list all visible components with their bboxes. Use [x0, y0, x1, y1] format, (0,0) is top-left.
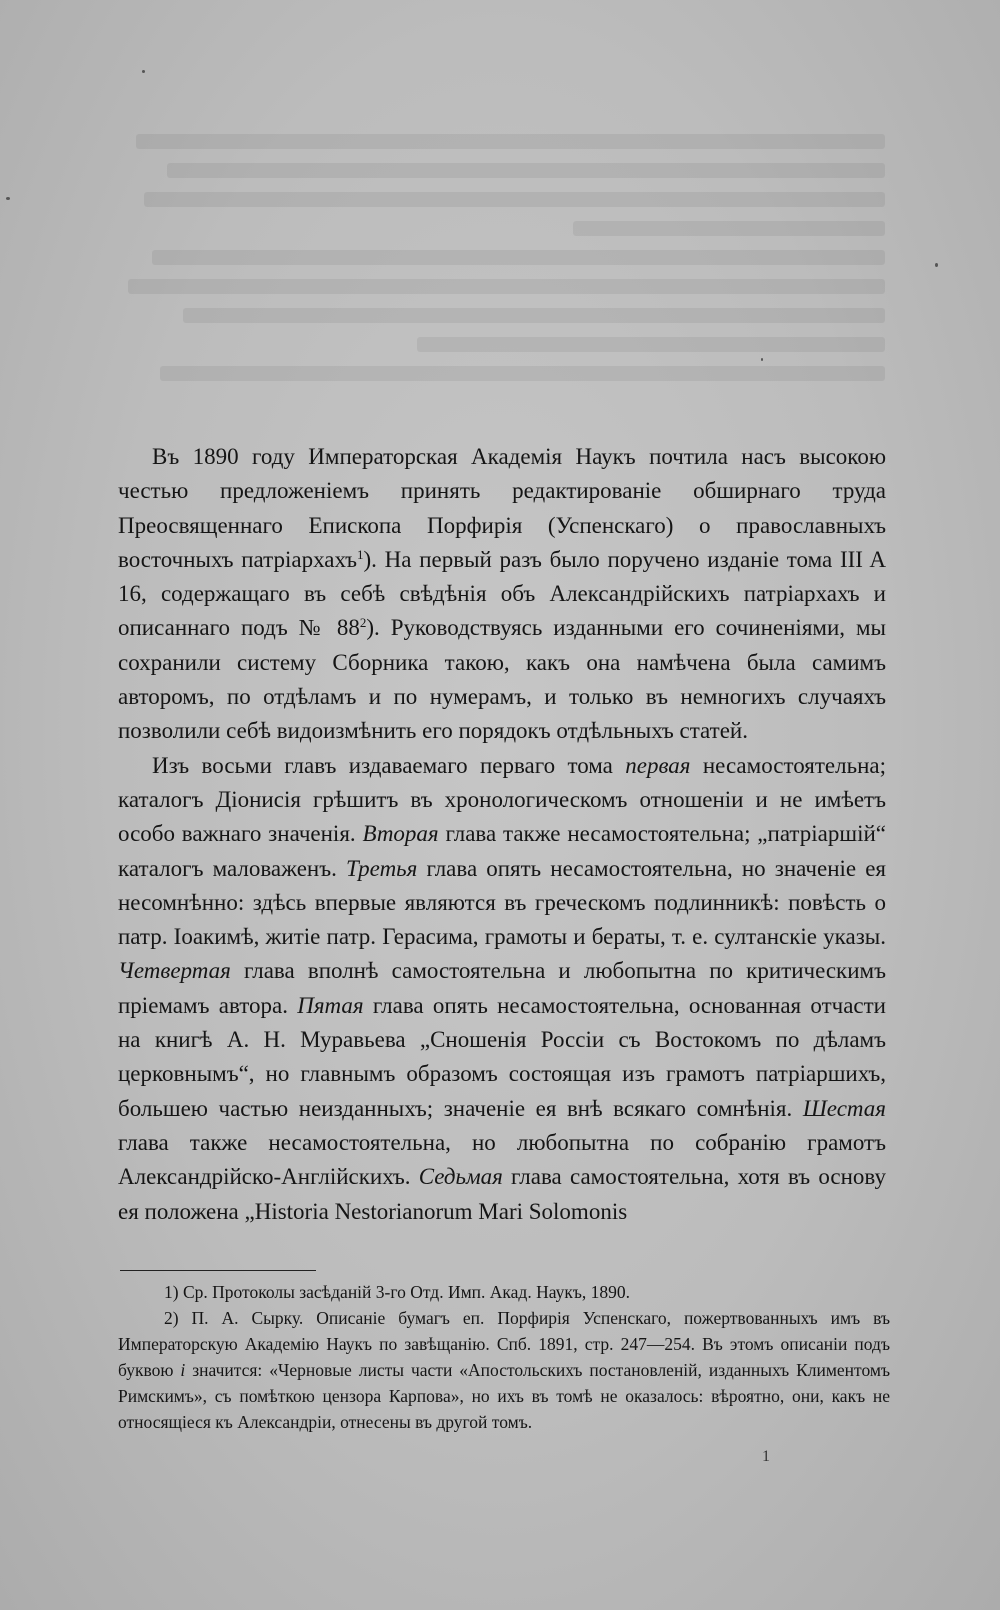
paragraph — [118, 749, 886, 1229]
ink-speck — [935, 263, 938, 267]
italic-text: Четвертая — [118, 958, 231, 984]
text-run: глава опять несамостоятельна, основанная отчасти на книгѣ А. Н. Муравьева „Сношенія Россіи съ Востокомъ по дѣламъ церковнымъ“, но главнымъ образомъ состоящая изъ грамотъ патріаршихъ, большею частью неизданныхъ; значеніе ея внѣ всякаго сомнѣнія. — [118, 992, 886, 1121]
italic-text: Третья — [345, 855, 418, 881]
show-through-text — [105, 120, 885, 450]
text-run: несамостоятельна; каталогъ Діонисія грѣшитъ въ хронологическомъ отношеніи и не имѣетъ особо важнаго значенія. — [118, 752, 886, 847]
paragraph-content — [118, 753, 886, 1224]
footnotes — [118, 1279, 890, 1435]
main-body-text — [118, 440, 886, 1229]
footnote-content — [118, 1308, 890, 1432]
italic-text: і — [180, 1360, 186, 1380]
text-run: 1) Ср. Протоколы засѣданій 3-го Отд. Имп. Акад. Наукъ, 1890. — [164, 1282, 631, 1302]
ink-speck — [142, 70, 145, 73]
text-run: 2) П. А. Сырку. Описаніе бумагъ еп. Порфирія Успенскаго, пожертвованныхъ имъ въ Императорскую Академію Наукъ по завѣщанію. Спб. 1891, стр. 247—254. Въ этомъ описаніи подъ буквою — [118, 1308, 890, 1380]
italic-text: Шестая — [802, 1095, 886, 1121]
footnote — [118, 1279, 890, 1305]
italic-text: Пятая — [297, 992, 364, 1018]
footnote-ref: 1 — [357, 546, 364, 562]
italic-text: первая — [625, 752, 691, 778]
text-run: глава вполнѣ самостоятельна и любопытна по критическимъ пріемамъ автора. — [118, 958, 886, 1018]
ink-speck — [761, 358, 763, 361]
footnote-content — [164, 1282, 630, 1302]
footnote-ref: 2 — [359, 615, 367, 631]
text-run: глава самостоятельна, хотя въ основу ея положена „Historia Nestorianorum Mari Solomonis — [118, 1164, 887, 1224]
text-run: глава также несамостоятельна, но любопытна по собранію грамотъ Александрійско-Англійскихъ. — [118, 1129, 886, 1190]
paragraph-content — [118, 444, 886, 743]
footnote-separator — [120, 1270, 316, 1271]
text-run: глава опять несамостоятельна, но значеніе ея несомнѣнно: здѣсь впервые являются въ греческомъ подлинникѣ: повѣсть о патр. Іоакимѣ, житіе патр. Герасима, грамоты и бераты, т. е. султанскіе указы. — [118, 855, 886, 950]
ink-speck — [6, 197, 10, 200]
text-run: глава также несамостоятельна; „патріаршій“ каталогъ маловаженъ. — [118, 821, 886, 881]
italic-text: Седьмая — [418, 1164, 503, 1190]
text-run: ). Руководствуясь изданными его сочиненіями, мы сохранили систему Сборника такою, какъ она намѣчена была самимъ авторомъ, по отдѣламъ и по нумерамъ, и только въ немногихъ случаяхъ позволили себѣ видоизмѣнить его порядокъ отдѣльныхъ статей. — [118, 615, 886, 744]
text-run: ). На первый разъ было поручено изданіе тома III A 16, содержащаго въ себѣ свѣдѣнія объ Александрійскихъ патріархахъ и описаннаго подъ № 88 — [118, 546, 886, 641]
text-run: Въ 1890 году Императорская Академія Наукъ почтила насъ высокою честью предложеніемъ принять редактированіе обширнаго труда Преосвященнаго Епископа Порфирія (Успенскаго) о православныхъ восточныхъ патріархахъ — [118, 444, 886, 572]
text-run: Изъ восьми главъ издаваемаго перваго тома — [152, 752, 626, 778]
text-run: значится: «Черновые листы части «Апостольскихъ постановленій, изданныхъ Климентомъ Римскимъ», съ помѣткою цензора Карпова», но ихъ въ томѣ не оказалось: вѣроятно, они, какъ не относящіеся къ Александріи, отнесены въ другой томъ. — [118, 1360, 890, 1432]
signature-mark: 1 — [762, 1448, 770, 1465]
paragraph — [118, 440, 886, 749]
italic-text: Вторая — [362, 821, 439, 847]
footnote — [118, 1305, 890, 1435]
